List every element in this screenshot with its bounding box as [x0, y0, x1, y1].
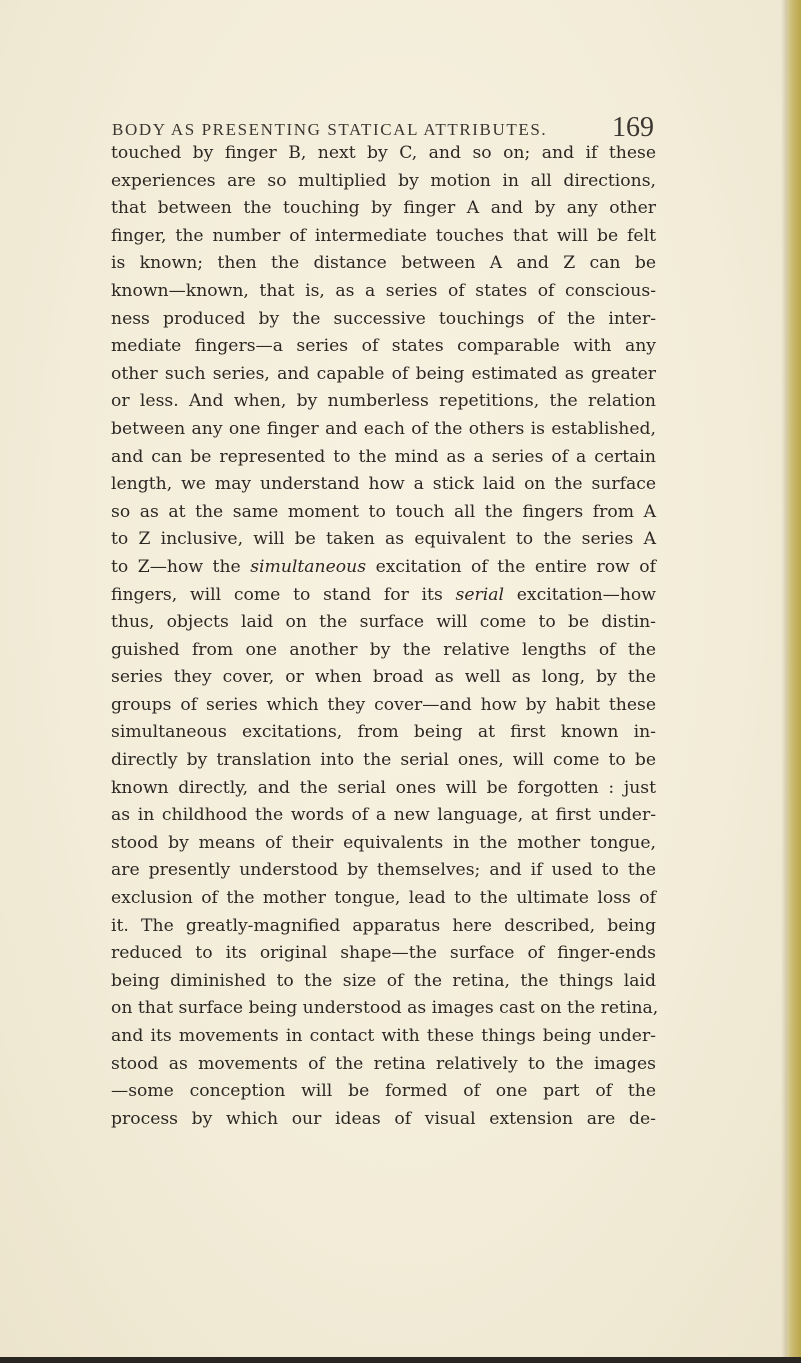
text-line: finger, the number of intermediate touches that will be felt: [111, 225, 656, 246]
text-line: other such series, and capable of being estimated as greater: [111, 363, 656, 384]
text-line: groups of series which they cover—and how by habit these: [111, 694, 656, 715]
text-line: stood as movements of the retina relatively to the images: [111, 1053, 656, 1074]
text-line: directly by translation into the serial ones, will come to be: [111, 750, 656, 771]
text-line: exclusion of the mother tongue, lead to the ultimate loss of: [111, 888, 656, 909]
text-line: known—known, that is, as a series of states of conscious-: [111, 280, 656, 301]
text-segment: excitation of the entire row of: [366, 556, 656, 577]
text-line: known directly, and the serial ones will be forgotten : just: [111, 777, 656, 798]
bottom-edge-rule: [0, 1357, 801, 1363]
text-line: ness produced by the successive touchings of the inter-: [111, 308, 656, 329]
text-segment: fingers, will come to stand for its: [111, 584, 456, 605]
page-number: 169: [612, 112, 654, 143]
text-line: guished from one another by the relative lengths of the: [111, 639, 656, 660]
text-line: simultaneous excitations, from being at first known in-: [111, 722, 656, 743]
text-line: —some conception will be formed of one part of the: [111, 1081, 656, 1102]
text-line: that between the touching by finger A and by any other: [111, 198, 656, 219]
text-line: and can be represented to the mind as a series of a certain: [111, 446, 656, 467]
text-line: so as at the same moment to touch all the fingers from A: [111, 501, 656, 522]
text-line: it. The greatly-magnified apparatus here described, being: [111, 915, 656, 936]
text-line: touched by finger B, next by C, and so on; and if these: [111, 143, 656, 163]
text-line: between any one finger and each of the others is established,: [111, 418, 656, 439]
gilt-page-edge: [787, 0, 801, 1363]
text-line: reduced to its original shape—the surface of finger-ends: [111, 943, 656, 964]
text-segment: excitation—how: [503, 584, 656, 605]
running-head: BODY AS PRESENTING STATICAL ATTRIBUTES.: [112, 120, 548, 139]
text-line: thus, objects laid on the surface will come to be distin-: [111, 612, 656, 633]
text-line: mediate fingers—a series of states comparable with any: [111, 336, 656, 357]
text-line: being diminished to the size of the retina, the things laid: [111, 970, 656, 991]
text-line: length, we may understand how a stick laid on the surface: [111, 474, 656, 495]
text-segment: to Z—how the: [111, 556, 251, 577]
text-line-with-italic: [111, 554, 656, 582]
text-line: stood by means of their equivalents in the mother tongue,: [111, 832, 656, 853]
text-line: on that surface being understood as images cast on the retina,: [111, 998, 659, 1019]
text-line: or less. And when, by numberless repetitions, the relation: [111, 391, 656, 412]
text-line-with-italic: [111, 582, 656, 610]
text-line: series they cover, or when broad as well as long, by the: [111, 667, 656, 688]
text-line: are presently understood by themselves; and if used to the: [111, 860, 656, 881]
text-line: as in childhood the words of a new language, at first under-: [111, 805, 656, 826]
text-line: process by which our ideas of visual extension are de-: [111, 1108, 656, 1129]
text-line: is known; then the distance between A and Z can be: [111, 253, 656, 274]
italic-word: serial: [455, 584, 504, 605]
text-line: to Z inclusive, will be taken as equivalent to the series A: [111, 529, 656, 550]
text-line: experiences are so multiplied by motion in all directions,: [111, 170, 656, 191]
body-text: [111, 140, 659, 1133]
italic-word: simultaneous: [250, 556, 367, 577]
text-line: and its movements in contact with these things being under-: [111, 1026, 656, 1046]
